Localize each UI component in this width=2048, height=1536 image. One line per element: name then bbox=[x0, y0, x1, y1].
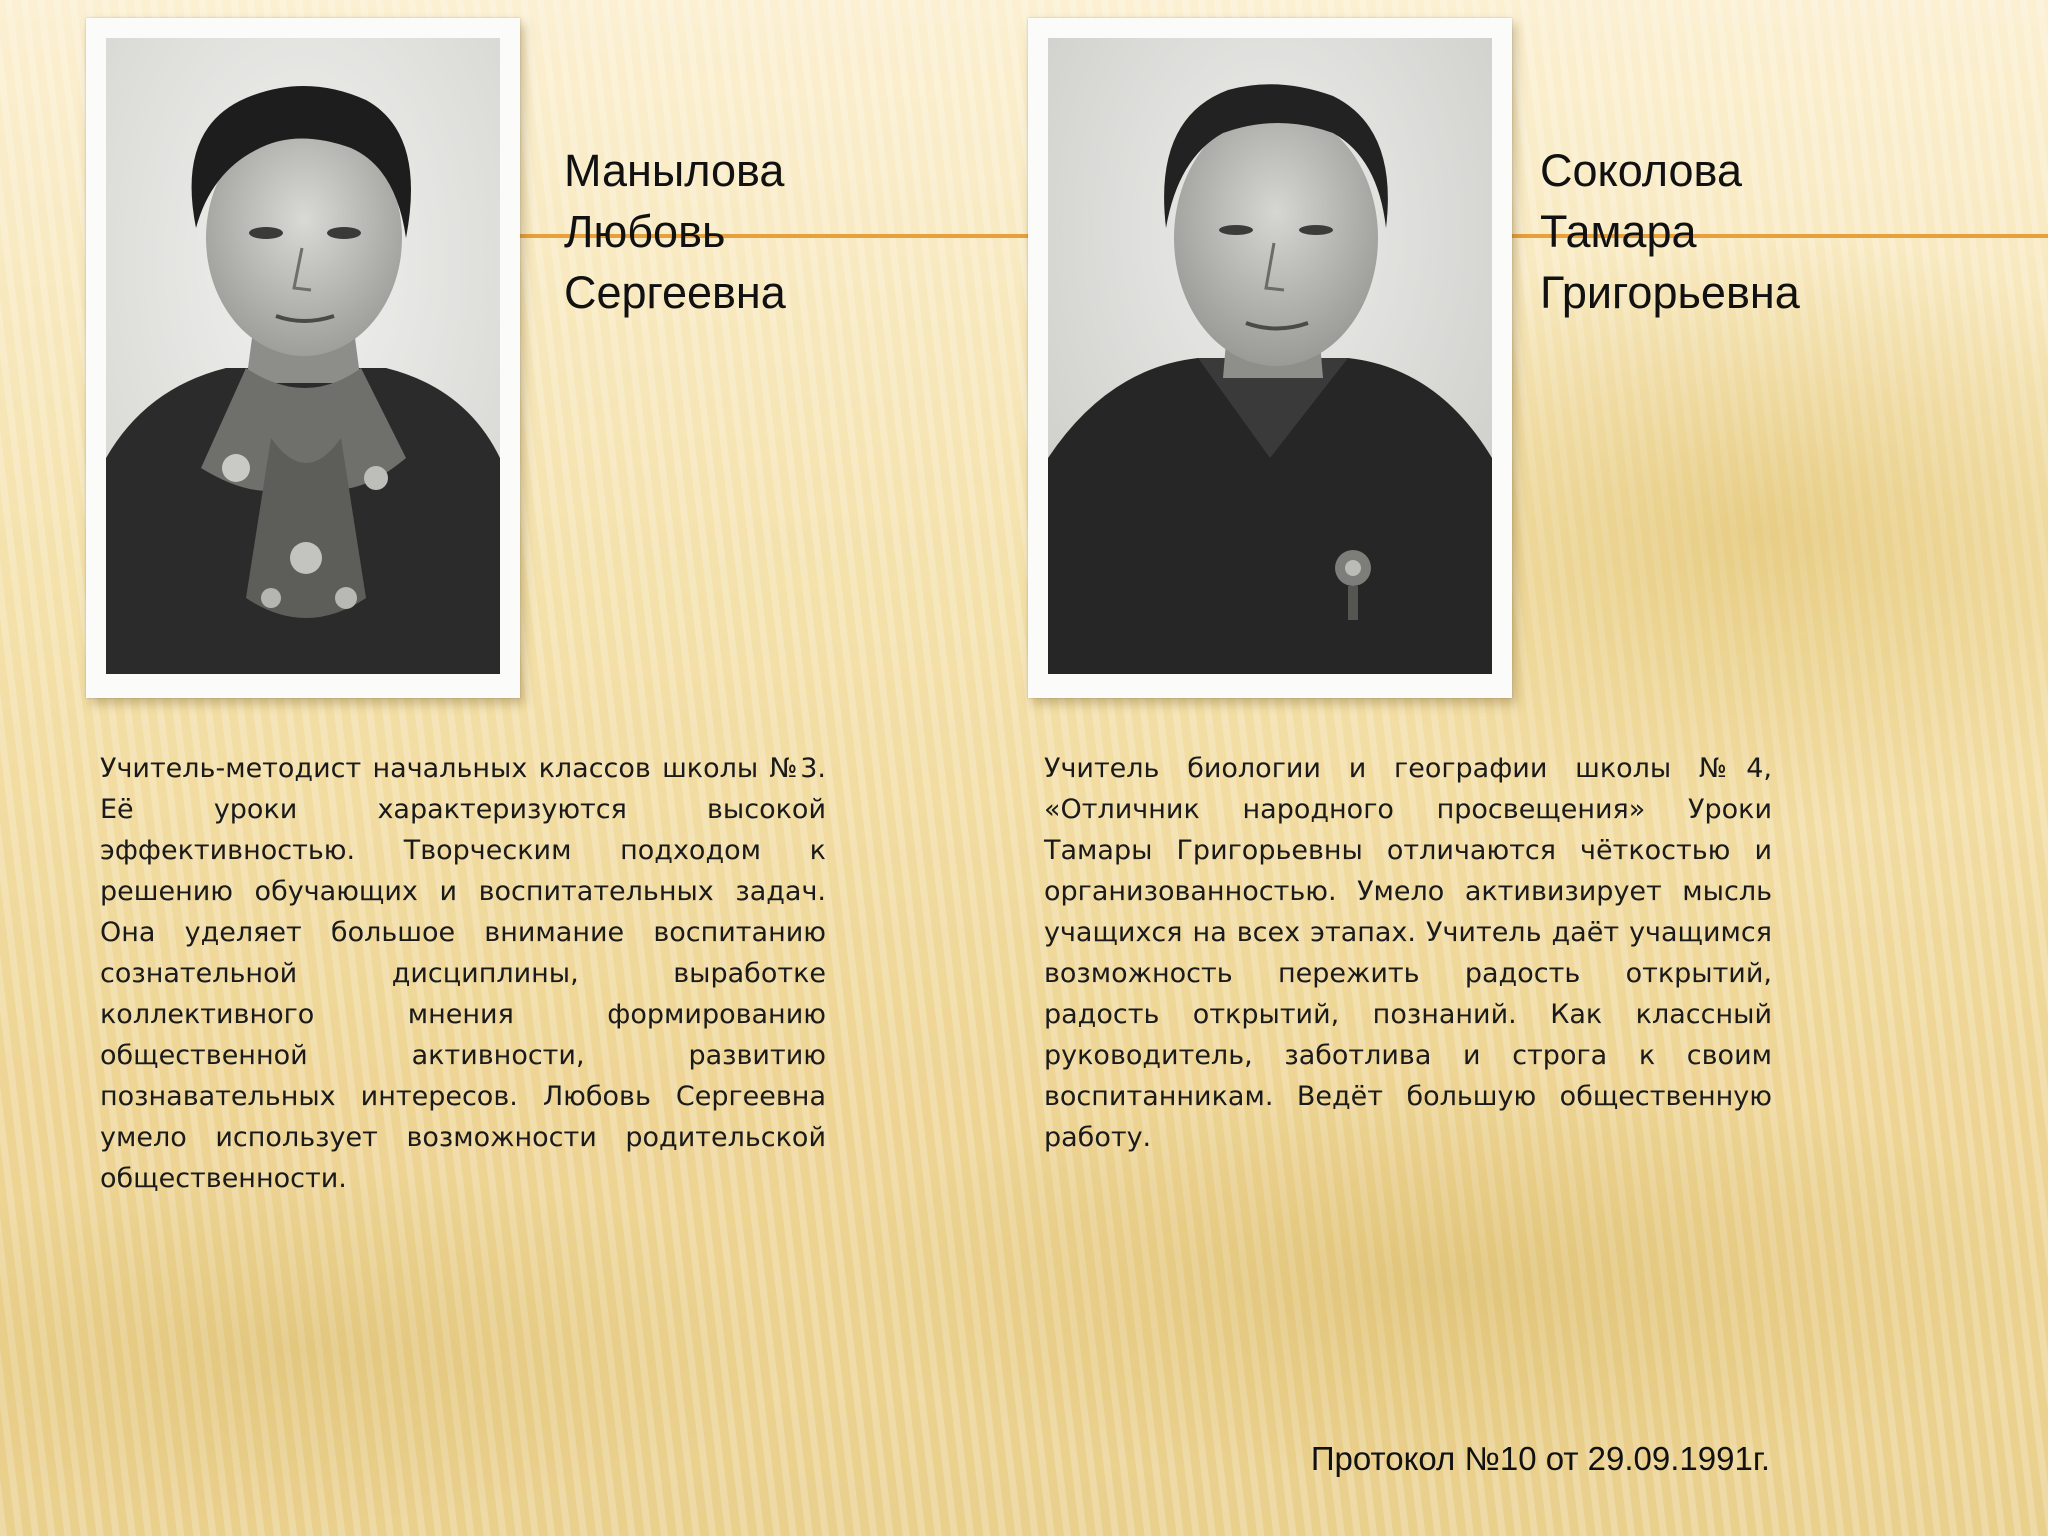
name-line: Григорьевна bbox=[1540, 267, 1800, 318]
name-line: Сергеевна bbox=[564, 267, 786, 318]
name-line: Манылова bbox=[564, 145, 785, 196]
person-name-sokolova bbox=[1540, 140, 1800, 323]
portrait-photo-sokolova bbox=[1048, 38, 1492, 674]
person-name-manylova bbox=[564, 140, 786, 323]
name-line: Соколова bbox=[1540, 145, 1742, 196]
portrait-photo-manylova bbox=[106, 38, 500, 674]
bio-text-sokolova: Учитель биологии и географии школы №4, «Отличник народного просвещения» Уроки Тамары Григорьевны отличаются чёткостью и организованностью. Умело активизирует мысль учащихся на всех этапах. Учитель даёт учащимся возможность пережить радость открытий, радость открытий, познаний. Как классный руководитель, заботлива и строга к своим воспитанникам. Ведёт большую общественную работу. bbox=[1044, 753, 1772, 1153]
bio-text-manylova: Учитель-методист начальных классов школы №3. Её уроки характеризуются высокой эффективностью. Творческим подходом к решению обучающих и воспитательных задач. Она уделяет большое внимание воспитанию сознательной дисциплины, выработке коллективного мнения формированию общественной активности, развитию познавательных интересов. Любовь Сергеевна умело использует возможности родительской общественности. bbox=[100, 753, 826, 1194]
portrait-frame-sokolova bbox=[1028, 18, 1512, 698]
name-line: Любовь bbox=[564, 206, 726, 257]
name-line: Тамара bbox=[1540, 206, 1697, 257]
protocol-reference: Протокол №10 от 29.09.1991г. bbox=[1310, 1440, 1770, 1477]
portrait-frame-manylova bbox=[86, 18, 520, 698]
